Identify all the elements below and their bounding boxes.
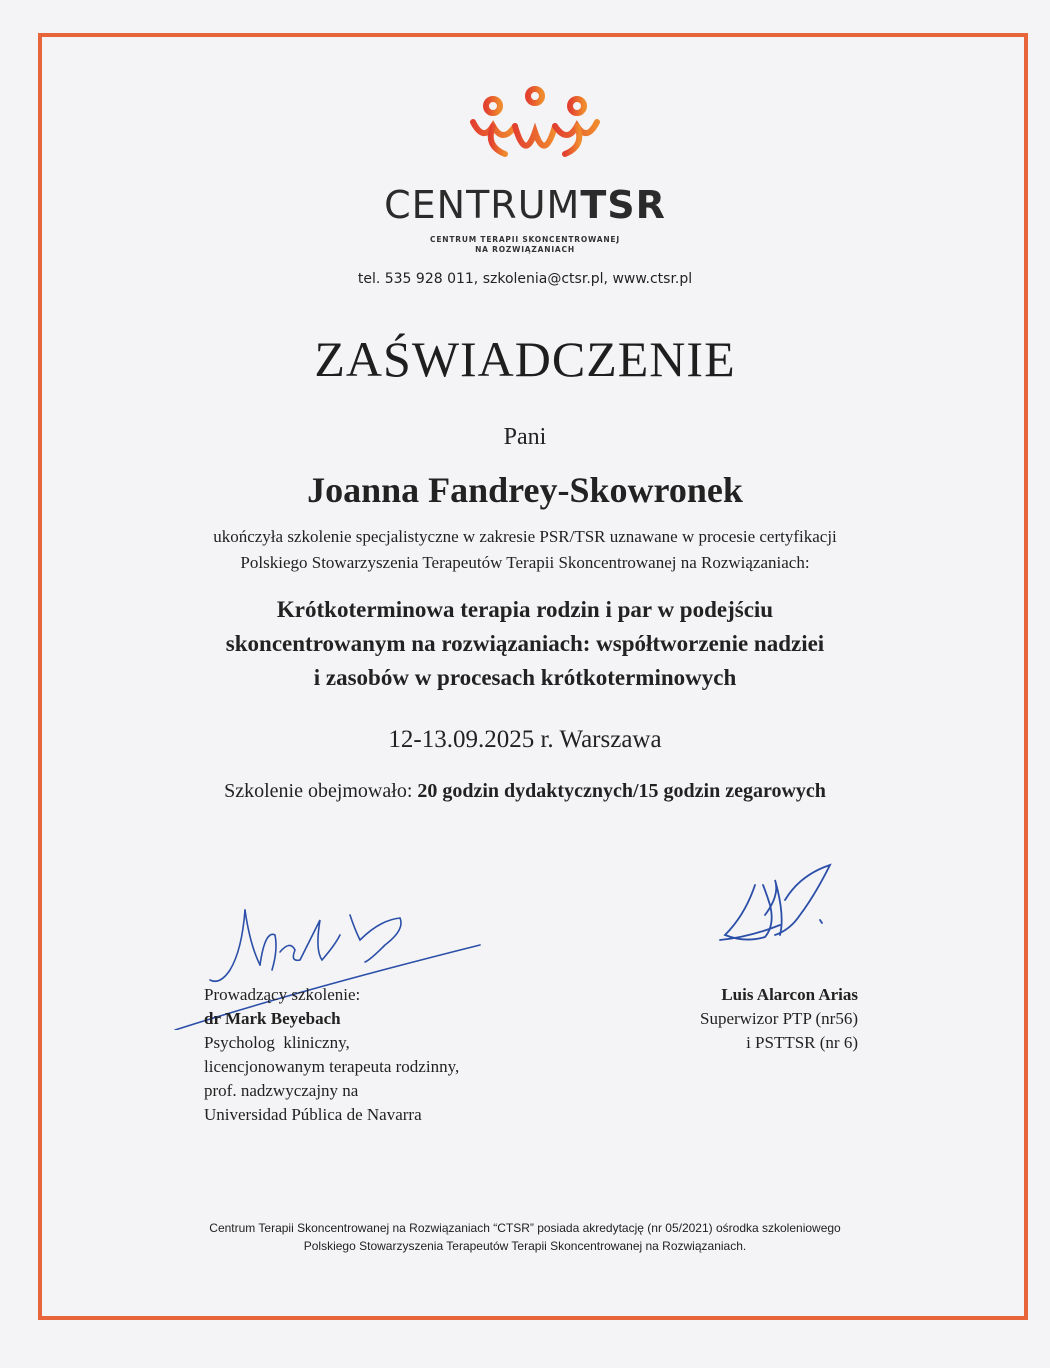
intro-text xyxy=(100,524,950,576)
footer-line2: Polskiego Stowarzyszenia Terapeutów Terapii Skoncentrowanej na Rozwiązaniach. xyxy=(303,1239,747,1253)
lecturer-line2: licencjonowanym terapeuta rodzinny, xyxy=(204,1057,460,1076)
course-title xyxy=(100,593,950,695)
supervisor-line2: i PSTTSR (nr 6) xyxy=(746,1033,858,1052)
lecturer-label: Prowadzący szkolenie: xyxy=(204,985,361,1004)
course-line2: skoncentrowanym na rozwiązaniach: współtworzenie nadziei xyxy=(225,631,825,656)
lecturer-block xyxy=(204,983,564,1127)
contact-info: tel. 535 928 011, szkolenia@ctsr.pl, www.ctsr.pl xyxy=(357,271,693,287)
supervisor-name: Luis Alarcon Arias xyxy=(721,985,858,1004)
accreditation-footer xyxy=(100,1219,950,1255)
brand-name xyxy=(0,183,1050,227)
course-line1: Krótkoterminowa terapia rodzin i par w podejściu xyxy=(276,597,774,622)
course-line3: i zasobów w procesach krótkoterminowych xyxy=(313,665,737,690)
supervisor-line1: Superwizor PTP (nr56) xyxy=(699,1009,858,1028)
date-place: 12-13.09.2025 r. Warszawa xyxy=(388,726,662,753)
brand-light: CENTRUM xyxy=(384,183,581,227)
certificate-title: ZAŚWIADCZENIE xyxy=(314,331,736,387)
lecturer-name: dr Mark Beyebach xyxy=(204,1009,341,1028)
recipient-name: Joanna Fandrey-Skowronek xyxy=(307,470,743,510)
supervisor-signature xyxy=(705,855,845,955)
hours-value: 20 godzin dydaktycznych/15 godzin zegarowych xyxy=(417,780,826,802)
brand-subtitle-line2: NA ROZWIĄZANIACH xyxy=(475,245,575,254)
honorific: Pani xyxy=(503,424,547,450)
intro-line1: ukończyła szkolenie specjalistyczne w zakresie PSR/TSR uznawane w procesie certyfikacji xyxy=(213,527,837,546)
brand-bold: TSR xyxy=(580,183,666,227)
supervisor-block xyxy=(560,983,858,1055)
brand-subtitle xyxy=(0,235,1050,255)
three-people-logo-icon xyxy=(465,84,605,164)
lecturer-line1: Psycholog kliniczny, xyxy=(204,1033,350,1052)
lecturer-line4: Universidad Pública de Navarra xyxy=(204,1105,422,1124)
hours-label: Szkolenie obejmowało: xyxy=(224,780,413,802)
brand-subtitle-line1: CENTRUM TERAPII SKONCENTROWANEJ xyxy=(430,235,620,244)
footer-line1: Centrum Terapii Skoncentrowanej na Rozwiązaniach “CTSR” posiada akredytację (nr 05/2021) ośrodka szkoleniowego xyxy=(209,1221,841,1235)
lecturer-line3: prof. nadzwyczajny na xyxy=(204,1081,359,1100)
intro-line2: Polskiego Stowarzyszenia Terapeutów Terapii Skoncentrowanej na Rozwiązaniach: xyxy=(240,553,810,572)
hours-statement xyxy=(0,780,1050,803)
